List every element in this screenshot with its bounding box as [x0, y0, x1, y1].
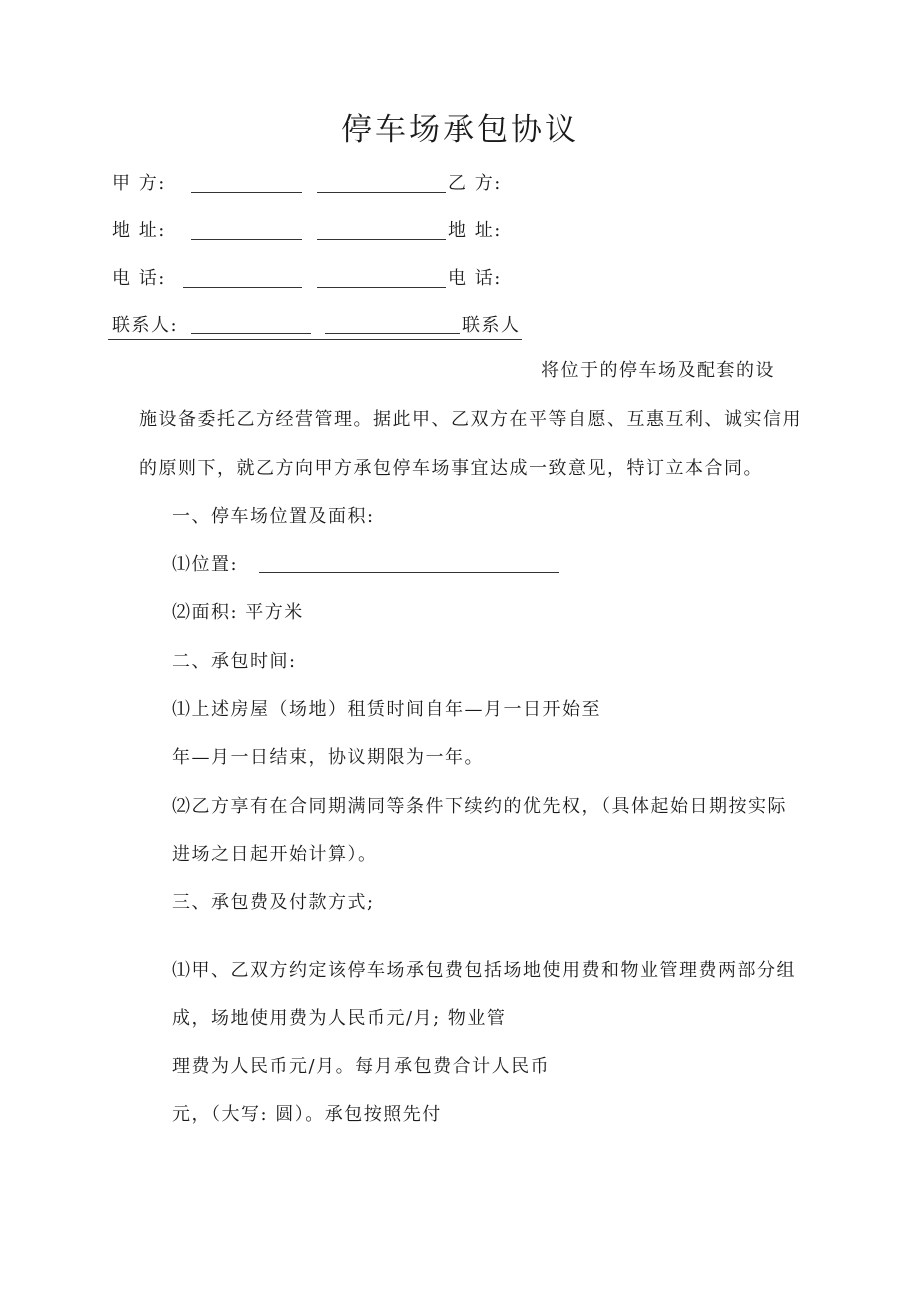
address-b-label: 地 址: [448, 220, 502, 241]
section-3-fee-3: 理费为人民币元/月。每月承包费合计人民币 [172, 1056, 551, 1077]
phone-b-label: 电 话: [448, 268, 502, 289]
intro-line-3: 的原则下，就乙方向甲方承包停车场事宜达成一致意见，特订立本合同。 [139, 458, 763, 479]
section-2-renewal: ⑵乙方享有在合同期满同等条件下续约的优先权，（具体起始日期按实际 [172, 796, 787, 817]
section-3-fee-2: 成，场地使用费为人民币元/月; 物业管 [172, 1008, 507, 1029]
section-2-heading: 二、承包时间: [172, 651, 297, 672]
contact-a-blank [191, 333, 311, 334]
address-a-label: 地 址: [112, 220, 166, 241]
location-blank [259, 572, 559, 573]
phone-b-blank [317, 287, 446, 288]
party-b-blank [317, 192, 446, 193]
section-1-heading: 一、停车场位置及面积: [172, 506, 375, 527]
section-3-fee-1: ⑴甲、乙双方约定该停车场承包费包括场地使用费和物业管理费两部分组 [172, 960, 796, 981]
section-3-fee-4: 元，（大写: 圆）。承包按照先付 [172, 1104, 442, 1125]
intro-line-2: 施设备委托乙方经营管理。据此甲、乙双方在平等自愿、互惠互利、诚实信用 [139, 409, 802, 430]
section-2-term-start: ⑴上述房屋（场地）租赁时间自年—月一日开始至 [172, 699, 601, 720]
header-underline [108, 339, 522, 340]
party-a-label: 甲 方: [112, 173, 166, 194]
party-a-blank [191, 192, 302, 193]
party-b-label: 乙 方: [448, 173, 502, 194]
phone-a-blank [183, 287, 302, 288]
phone-a-label: 电 话: [112, 268, 166, 289]
section-3-heading: 三、承包费及付款方式; [172, 892, 375, 913]
section-2-renewal-cont: 进场之日起开始计算）。 [172, 844, 378, 865]
address-b-blank [317, 239, 446, 240]
section-1-area: ⑵面积: 平方米 [172, 602, 304, 623]
document-title: 停车场承包协议 [341, 112, 579, 148]
section-2-term-end: 年—月一日结束，协议期限为一年。 [172, 747, 484, 768]
contact-a-label: 联系人: [112, 315, 179, 336]
address-a-blank [191, 239, 302, 240]
section-1-location: ⑴位置: [172, 554, 239, 575]
intro-line-1: 将位于的停车场及配套的设 [541, 360, 775, 381]
contact-b-blank [325, 333, 460, 334]
contact-b-label: 联系人 [462, 315, 521, 336]
